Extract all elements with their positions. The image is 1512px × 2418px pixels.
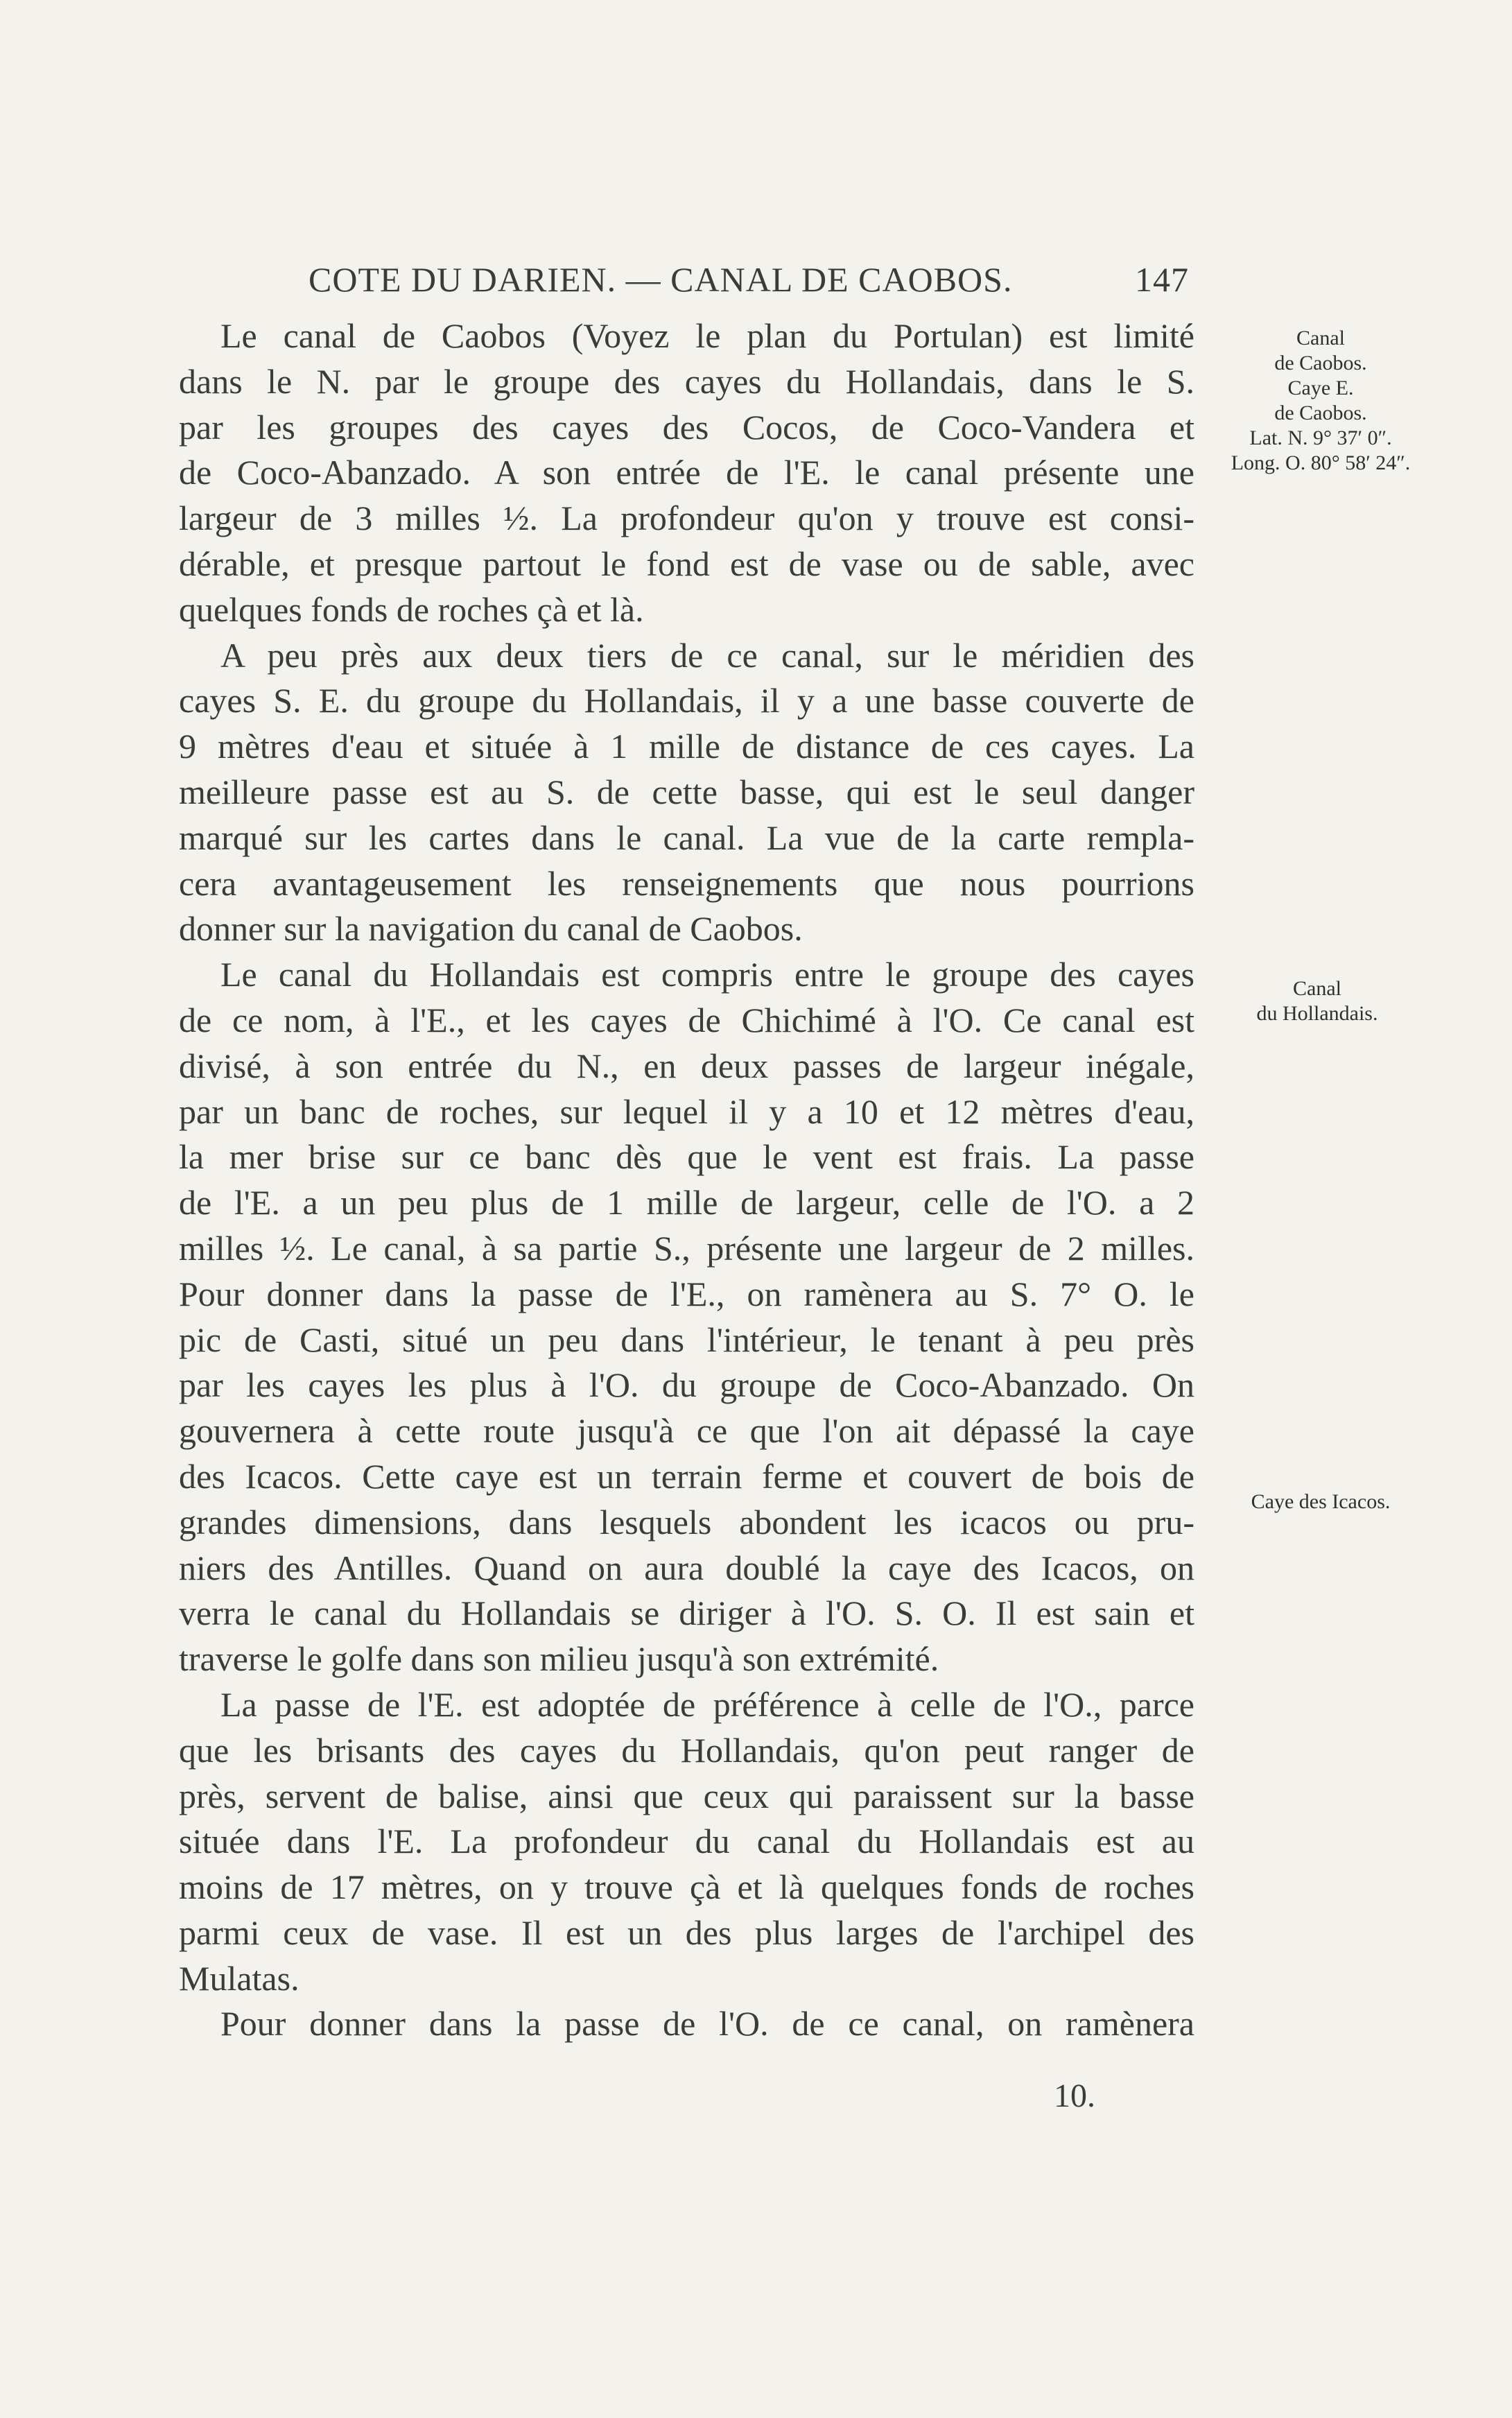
text-line: milles ½. Le canal, à sa partie S., présente une largeur de 2 milles. [179,1228,1194,1268]
text-line: largeur de 3 milles ½. La profondeur qu'on y trouve est consi- [179,499,1194,538]
text-line: que les brisants des cayes du Hollandais, qu'on peut ranger de [179,1730,1194,1770]
margin-note-line: Canal [1293,977,1341,1000]
text-line: Le canal de Caobos (Voyez le plan du Portulan) est limité [220,316,1194,355]
text-line: niers des Antilles. Quand on aura doublé la caye des Icacos, on [179,1548,1194,1587]
text-line: de l'E. a un peu plus de 1 mille de largeur, celle de l'O. a 2 [179,1183,1194,1223]
text-line: Le canal du Hollandais est compris entre le groupe des cayes [220,955,1194,994]
margin-note-line: Lat. N. 9° 37′ 0″. [1249,426,1392,449]
text-line: donner sur la navigation du canal de Caobos. [179,909,803,949]
text-line: traverse le golfe dans son milieu jusqu'à son extrémité. [179,1639,939,1679]
text-line: par les cayes les plus à l'O. du groupe de Coco-Abanzado. On [179,1365,1194,1405]
margin-note-line: de Caobos. [1274,401,1367,424]
text-line: près, servent de balise, ainsi que ceux qui paraissent sur la basse [179,1776,1194,1815]
margin-note-line: de Caobos. [1274,352,1367,374]
text-line: 9 mètres d'eau et située à 1 mille de distance de ces cayes. La [179,727,1194,766]
text-line: verra le canal du Hollandais se diriger à l'O. S. O. Il est sain et [179,1594,1194,1633]
margin-note-caye-icacos [1210,1489,1432,1514]
margin-note-line: Long. O. 80° 58′ 24″. [1231,451,1411,474]
text-line: dans le N. par le groupe des cayes du Hollandais, dans le S. [179,361,1194,401]
text-line: par un banc de roches, sur lequel il y a 10 et 12 mètres d'eau, [179,1091,1194,1131]
text-line: de Coco-Abanzado. A son entrée de l'E. le canal présente une [179,453,1194,492]
text-line: parmi ceux de vase. Il est un des plus larges de l'archipel des [179,1912,1194,1952]
text-line: la mer brise sur ce banc dès que le vent est frais. La passe [179,1137,1194,1177]
text-line: dérable, et presque partout le fond est de vase ou de sable, avec [179,544,1194,583]
text-line: marqué sur les cartes dans le canal. La vue de la carte rempla- [179,818,1194,857]
text-line: meilleure passe est au S. de cette basse, qui est le seul danger [179,772,1194,811]
page-number: 147 [1135,260,1189,299]
margin-note-line: Canal [1296,327,1345,349]
margin-note-line: Caye des Icacos. [1251,1490,1391,1513]
text-line: cayes S. E. du groupe du Hollandais, il y a une basse couverte de [179,681,1194,720]
text-line: Pour donner dans la passe de l'O. de ce canal, on ramènera [220,2004,1194,2044]
text-line: cera avantageusement les renseignements que nous pourrions [179,863,1194,903]
running-header [309,258,1189,301]
text-line: divisé, à son entrée du N., en deux passes de largeur inégale, [179,1046,1194,1085]
margin-note-canal-hollandais [1224,976,1411,1026]
text-line: par les groupes des cayes des Cocos, de Coco-Vandera et [179,407,1194,447]
body-text [179,313,1194,2047]
text-line: des Icacos. Cette caye est un terrain ferme et couvert de bois de [179,1456,1194,1496]
margin-note-line: du Hollandais. [1256,1002,1378,1025]
margin-note-line: Caye E. [1287,377,1354,399]
text-line: La passe de l'E. est adoptée de préférence à celle de l'O., parce [220,1684,1194,1724]
signature-mark: 10. [1054,2078,1095,2114]
text-line: Pour donner dans la passe de l'E., on ramènera au S. 7° O. le [179,1274,1194,1313]
header-title: COTE DU DARIEN. — CANAL DE CAOBOS. [309,260,1013,299]
margin-note-canal-caobos [1206,326,1435,476]
text-line: quelques fonds de roches çà et là. [179,589,644,629]
text-line: grandes dimensions, dans lesquels abondent les icacos ou pru- [179,1502,1194,1542]
text-line: pic de Casti, situé un peu dans l'intérieur, le tenant à peu près [179,1320,1194,1359]
text-line: Mulatas. [179,1958,299,1998]
text-line: située dans l'E. La profondeur du canal du Hollandais est au [179,1822,1194,1861]
text-line: gouvernera à cette route jusqu'à ce que l'on ait dépassé la caye [179,1411,1194,1451]
text-line: moins de 17 mètres, on y trouve çà et là quelques fonds de roches [179,1867,1194,1907]
text-line: A peu près aux deux tiers de ce canal, sur le méridien des [220,635,1194,675]
text-line: de ce nom, à l'E., et les cayes de Chichimé à l'O. Ce canal est [179,1000,1194,1039]
